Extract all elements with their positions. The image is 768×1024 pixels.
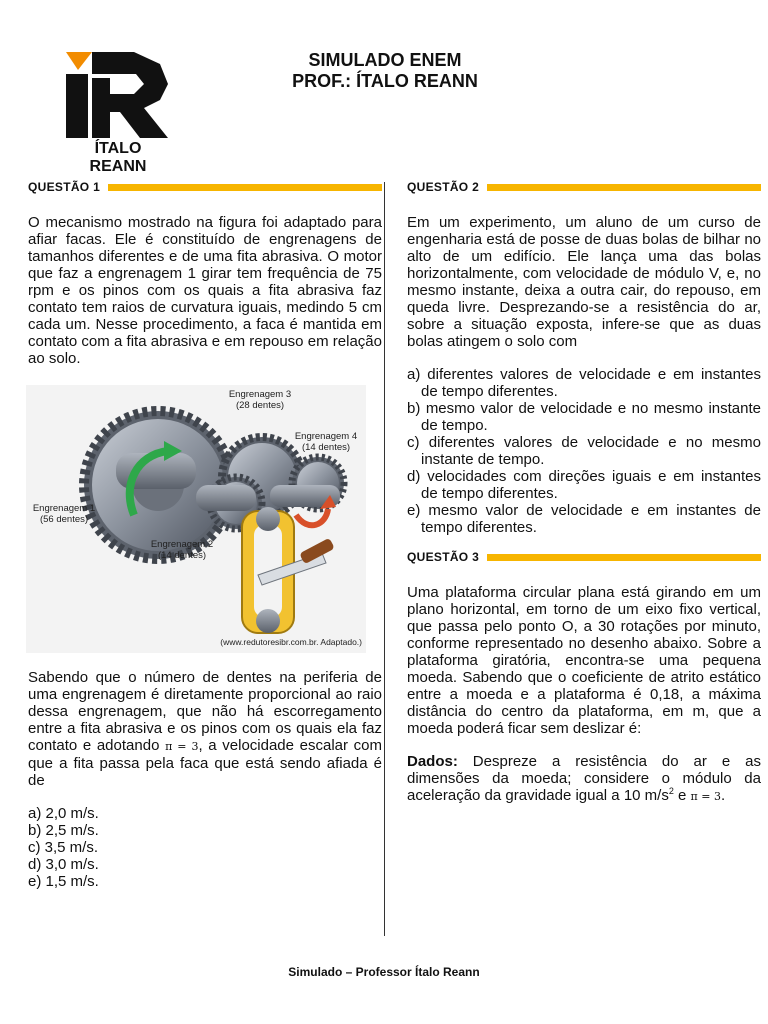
- gear-1-label: Engrenagem 1 (56 dentes): [32, 503, 96, 525]
- option-c: c) diferentes valores de velocidade e no mesmo instante de tempo.: [407, 434, 761, 468]
- pi-expression: π = 3: [690, 790, 721, 803]
- logo: [64, 50, 172, 175]
- question-1-label: QUESTÃO 1: [28, 179, 101, 194]
- data-label: Dados:: [407, 753, 458, 770]
- question-1-body: Sabendo que o número de dentes na periferia de uma engrenagem é diretamente proporcional ao raio dessa engrenagem, que não há escorregamento entre a fita abrasiva e os pinos com os quais ela faz contato e adotando π = 3, a velocidade escalar com que a fita passa pela faca que está sendo afiada é de: [28, 669, 382, 789]
- question-1-options: [28, 805, 382, 890]
- option-e: e) 1,5 m/s.: [28, 873, 99, 890]
- accent-bar: [487, 184, 761, 191]
- page-title: SIMULADO ENEM: [308, 50, 462, 70]
- option-b: b) mesmo valor de velocidade e no mesmo instante de tempo.: [407, 400, 761, 434]
- accent-bar: [487, 554, 761, 561]
- column-divider: [384, 182, 385, 936]
- option-c: c) 3,5 m/s.: [28, 839, 99, 856]
- question-3-header: [407, 550, 761, 564]
- option-a: a) diferentes valores de velocidade e em instantes de tempo diferentes.: [407, 366, 761, 400]
- gear-4-label: Engrenagem 4 (14 dentes): [294, 431, 358, 453]
- gear-mechanism-figure: [26, 385, 366, 653]
- option-b: b) 2,5 m/s.: [28, 822, 99, 839]
- option-a: a) 2,0 m/s.: [28, 805, 99, 822]
- logo-text: ÍTALO REANN: [89, 140, 147, 175]
- question-1-header: [28, 180, 382, 194]
- option-d: d) velocidades com direções iguais e em instantes de tempo diferentes.: [407, 468, 761, 502]
- page-subtitle: PROF.: ÍTALO REANN: [292, 71, 478, 91]
- gear-3-label: Engrenagem 3 (28 dentes): [228, 389, 292, 411]
- question-2-options: [407, 366, 761, 536]
- question-3-data: Dados: Despreze a resistência do ar e as dimensões da moeda; considere o módulo da aceleração da gravidade igual a 10 $m/s^2$ e π = 3.: [407, 753, 761, 804]
- question-2-header: [407, 180, 761, 194]
- pi-expression: π = 3: [165, 740, 199, 753]
- option-e: e) mesmo valor de velocidade e em instantes de tempo diferentes.: [407, 502, 761, 536]
- figure-credit: (www.redutoresibr.com.br. Adaptado.): [220, 637, 362, 647]
- option-d: d) 3,0 m/s.: [28, 856, 99, 873]
- question-3-label: QUESTÃO 3: [407, 549, 480, 564]
- accent-bar: [108, 184, 382, 191]
- gear-2-label: Engrenagem 2 (14 dentes): [150, 539, 214, 561]
- right-column: [407, 180, 761, 805]
- logo-mark: [64, 50, 172, 140]
- question-1-intro: O mecanismo mostrado na figura foi adaptado para afiar facas. Ele é constituído de engrenagens de tamanhos diferentes e de uma fita abrasiva. O motor que faz a engrenagem 1 girar tem frequência de 75 rpm e os pinos com os quais a fita abrasiva faz contato tem raios de curvatura iguais, medindo 5 cm cada um. Nesse procedimento, a faca é mantida em contato com a fita abrasiva e em repouso em relação ao solo.: [28, 214, 382, 367]
- left-column: [28, 180, 382, 890]
- question-2-text: Em um experimento, um aluno de um curso de engenharia está de posse de duas bolas de bilhar no alto de um edifício. Ele lança uma das bolas horizontalmente, com velocidade de módulo V, e, no mesmo instante, deixa a outra cair, do repouso, em queda livre. Desprezando-se a resistência do ar, sobre a situação exposta, infere-se que as duas bolas atingem o solo com: [407, 214, 761, 350]
- question-2-label: QUESTÃO 2: [407, 179, 480, 194]
- page-footer: Simulado – Professor Ítalo Reann: [288, 965, 480, 979]
- question-3-text: Uma plataforma circular plana está girando em um plano horizontal, em torno de um eixo fixo vertical, que passa pelo ponto O, a 30 rotações por minuto, conforme representado no desenho abaixo. Sobre a plataforma giratória, encontra-se uma pequena moeda. Sabendo que o coeficiente de atrito estático entre a moeda e a plataforma é 0,18, a máxima distância do centro da plataforma, em m, que a moeda poderá ficar sem deslizar é:: [407, 584, 761, 737]
